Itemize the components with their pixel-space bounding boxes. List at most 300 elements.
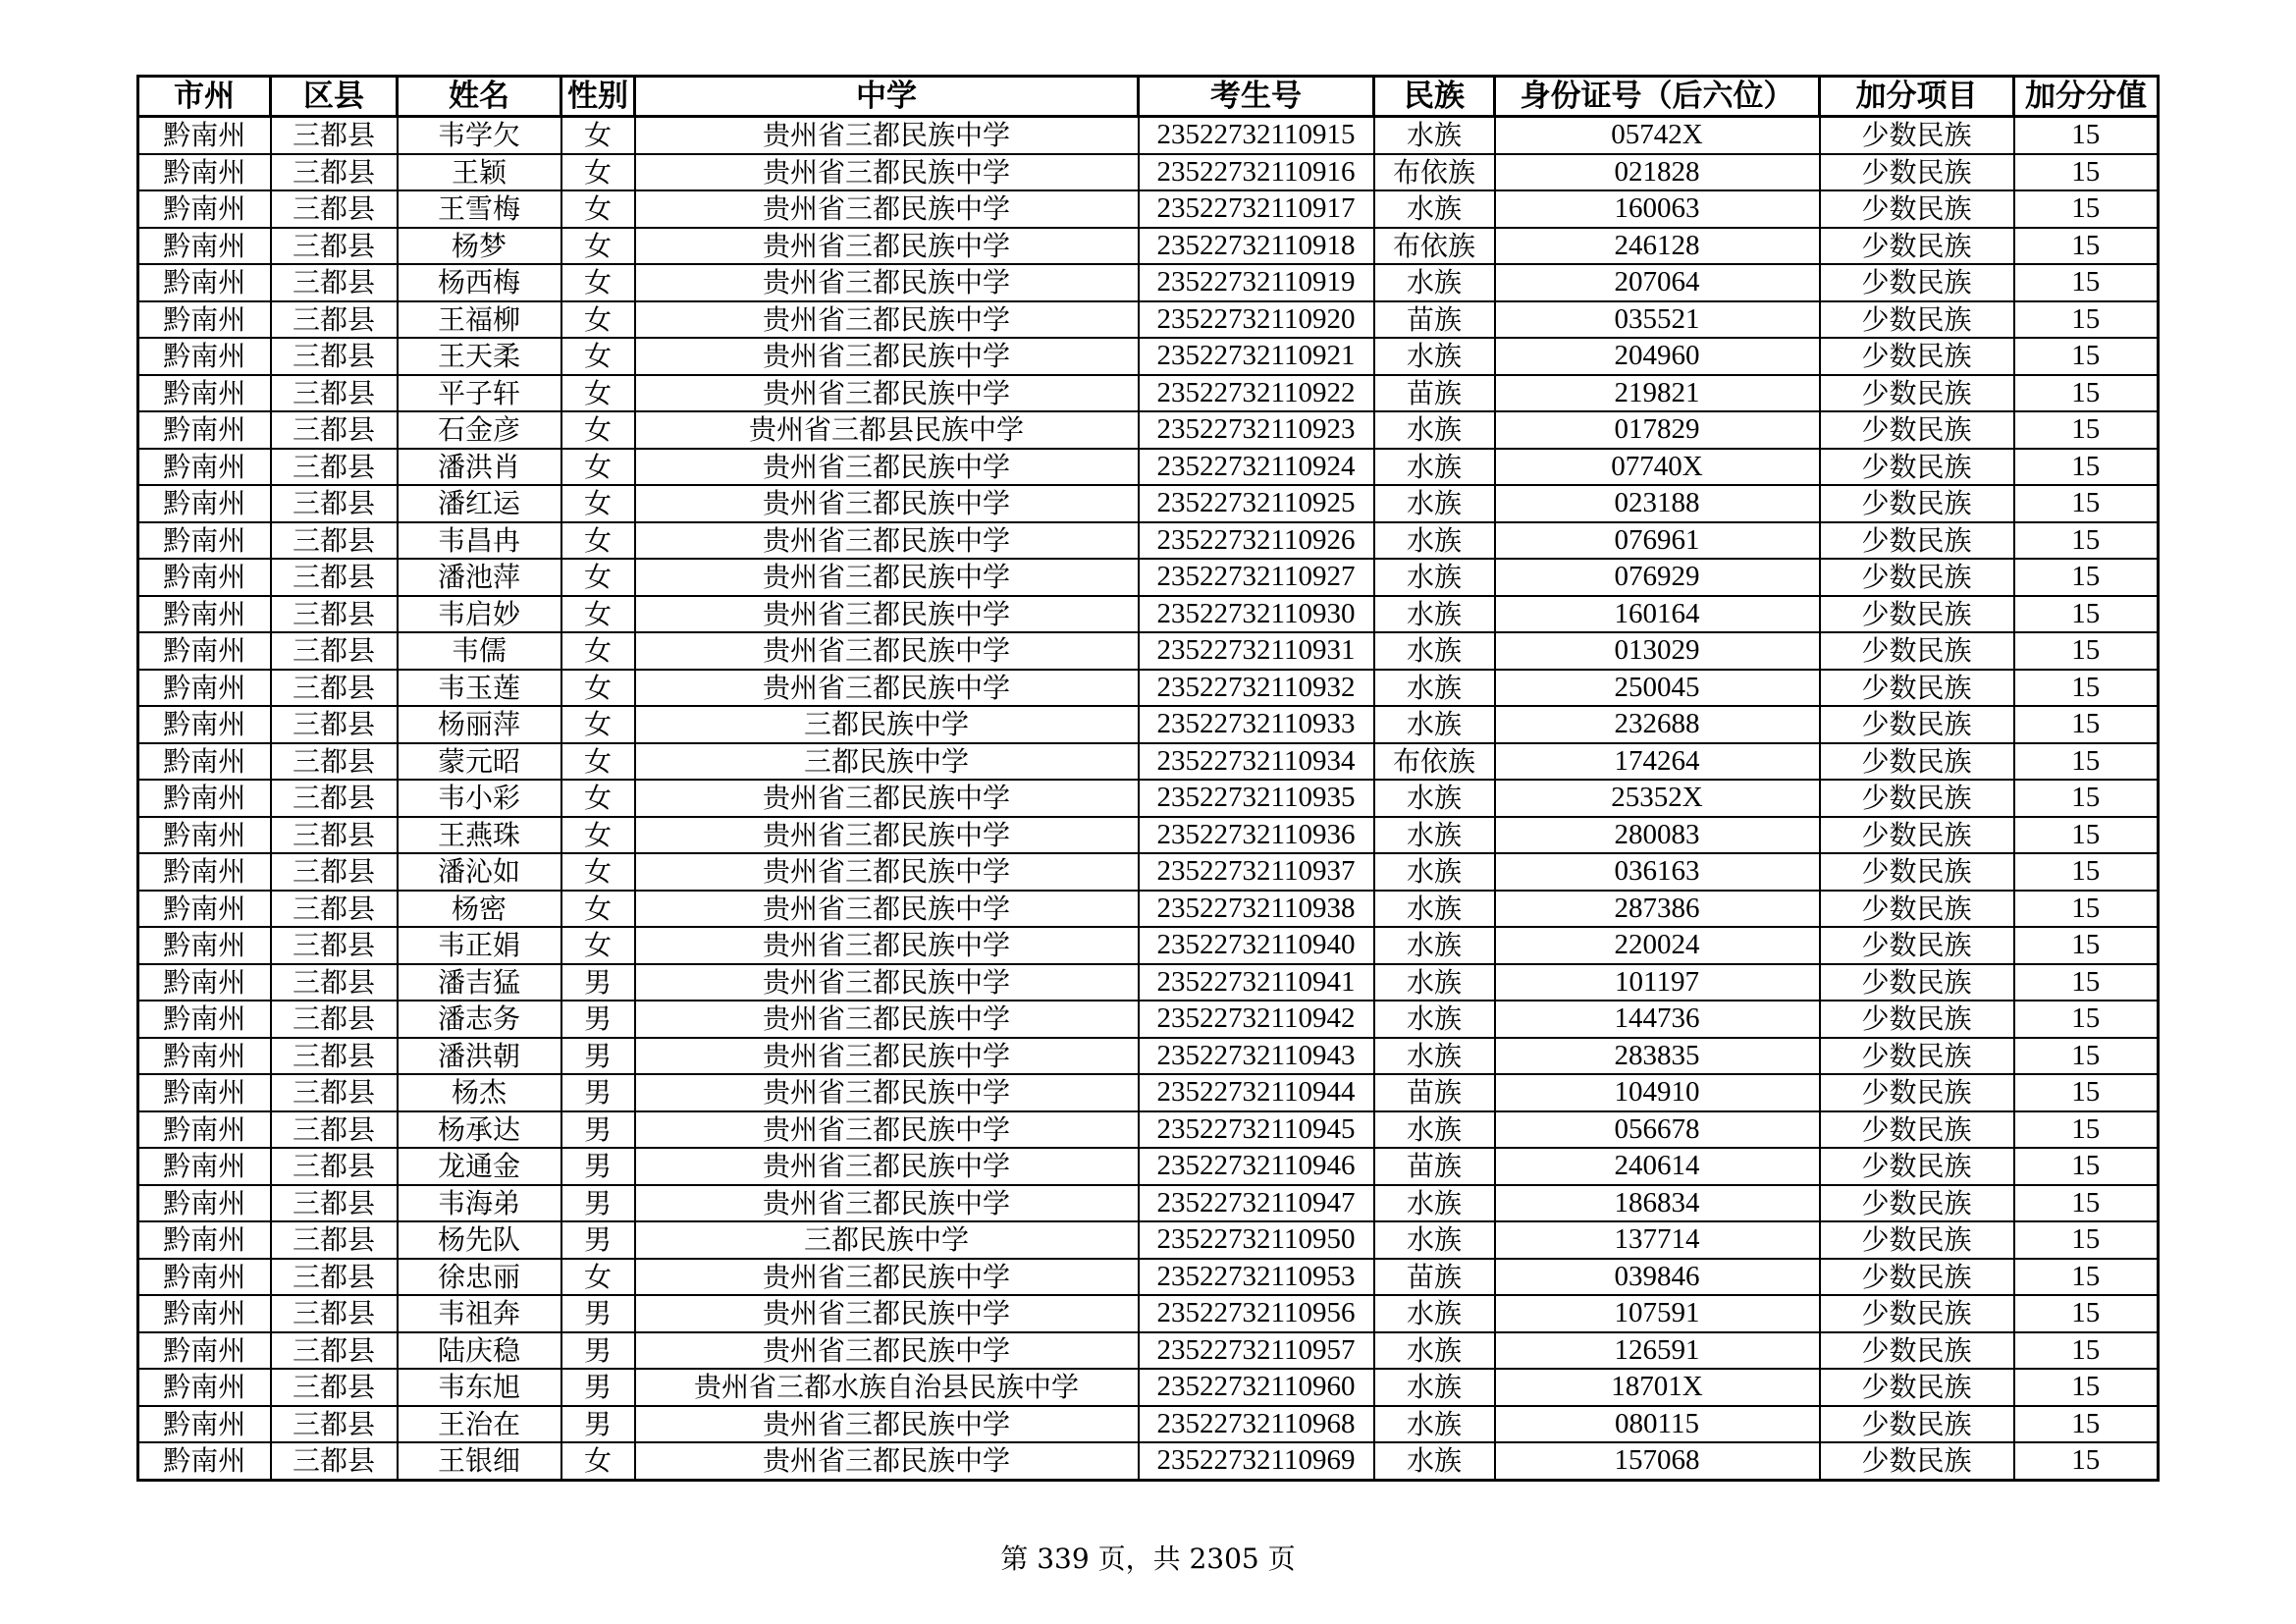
cell-exam-number: 23522732110969 <box>1139 1442 1374 1480</box>
table-row <box>138 1038 2159 1075</box>
cell-name: 潘沁如 <box>398 853 561 891</box>
header-name: 姓名 <box>398 77 561 117</box>
cell-name: 平子轩 <box>398 375 561 412</box>
table-row <box>138 1295 2159 1332</box>
cell-school: 贵州省三都民族中学 <box>635 1074 1139 1111</box>
cell-county: 三都县 <box>271 743 398 781</box>
cell-name: 王福柳 <box>398 301 561 339</box>
cell-school: 三都民族中学 <box>635 1221 1139 1259</box>
cell-name: 韦学欠 <box>398 117 561 154</box>
cell-school: 贵州省三都民族中学 <box>635 1295 1139 1332</box>
page-number-footer: 第 339 页，共 2305 页 <box>1000 1543 1296 1575</box>
cell-school: 贵州省三都水族自治县民族中学 <box>635 1369 1139 1406</box>
cell-ethnicity: 水族 <box>1374 559 1495 596</box>
cell-bonus-points: 15 <box>2014 338 2159 375</box>
cell-county: 三都县 <box>271 154 398 191</box>
cell-city: 黔南州 <box>138 117 271 154</box>
table-row <box>138 1406 2159 1443</box>
cell-school: 贵州省三都民族中学 <box>635 632 1139 670</box>
cell-bonus-item: 少数民族 <box>1820 817 2014 854</box>
cell-bonus-item: 少数民族 <box>1820 891 2014 928</box>
cell-id-last-six: 232688 <box>1495 706 1820 743</box>
cell-gender: 女 <box>561 485 635 522</box>
cell-county: 三都县 <box>271 706 398 743</box>
table-row <box>138 927 2159 964</box>
cell-bonus-points: 15 <box>2014 154 2159 191</box>
cell-exam-number: 23522732110927 <box>1139 559 1374 596</box>
cell-bonus-item: 少数民族 <box>1820 1442 2014 1480</box>
cell-bonus-points: 15 <box>2014 485 2159 522</box>
cell-school: 贵州省三都民族中学 <box>635 375 1139 412</box>
cell-name: 王颖 <box>398 154 561 191</box>
table-row <box>138 1074 2159 1111</box>
cell-city: 黔南州 <box>138 449 271 486</box>
cell-city: 黔南州 <box>138 853 271 891</box>
cell-gender: 男 <box>561 1332 635 1370</box>
cell-exam-number: 23522732110925 <box>1139 485 1374 522</box>
cell-school: 贵州省三都民族中学 <box>635 338 1139 375</box>
cell-city: 黔南州 <box>138 1185 271 1222</box>
cell-exam-number: 23522732110942 <box>1139 1001 1374 1038</box>
table-row <box>138 1332 2159 1370</box>
cell-exam-number: 23522732110917 <box>1139 190 1374 228</box>
cell-ethnicity: 水族 <box>1374 1221 1495 1259</box>
cell-bonus-item: 少数民族 <box>1820 1295 2014 1332</box>
cell-school: 贵州省三都民族中学 <box>635 485 1139 522</box>
cell-exam-number: 23522732110932 <box>1139 670 1374 707</box>
cell-bonus-item: 少数民族 <box>1820 1332 2014 1370</box>
header-bonus-points: 加分分值 <box>2014 77 2159 117</box>
cell-city: 黔南州 <box>138 1442 271 1480</box>
cell-gender: 女 <box>561 891 635 928</box>
table-row <box>138 596 2159 633</box>
cell-exam-number: 23522732110945 <box>1139 1111 1374 1149</box>
cell-city: 黔南州 <box>138 485 271 522</box>
cell-gender: 男 <box>561 964 635 1001</box>
table-row <box>138 743 2159 781</box>
cell-bonus-item: 少数民族 <box>1820 743 2014 781</box>
cell-bonus-item: 少数民族 <box>1820 670 2014 707</box>
cell-bonus-points: 15 <box>2014 301 2159 339</box>
cell-school: 贵州省三都民族中学 <box>635 927 1139 964</box>
table-row <box>138 301 2159 339</box>
cell-name: 龙通金 <box>398 1148 561 1185</box>
cell-ethnicity: 水族 <box>1374 411 1495 449</box>
cell-bonus-item: 少数民族 <box>1820 228 2014 265</box>
cell-bonus-points: 15 <box>2014 596 2159 633</box>
cell-county: 三都县 <box>271 375 398 412</box>
cell-county: 三都县 <box>271 853 398 891</box>
document-sheet <box>136 75 2157 1489</box>
cell-exam-number: 23522732110946 <box>1139 1148 1374 1185</box>
cell-gender: 女 <box>561 743 635 781</box>
cell-name: 韦东旭 <box>398 1369 561 1406</box>
cell-gender: 男 <box>561 1001 635 1038</box>
cell-city: 黔南州 <box>138 927 271 964</box>
header-county: 区县 <box>271 77 398 117</box>
cell-gender: 男 <box>561 1148 635 1185</box>
cell-bonus-points: 15 <box>2014 817 2159 854</box>
cell-bonus-item: 少数民族 <box>1820 1111 2014 1149</box>
cell-county: 三都县 <box>271 1406 398 1443</box>
cell-city: 黔南州 <box>138 1295 271 1332</box>
cell-id-last-six: 220024 <box>1495 927 1820 964</box>
cell-exam-number: 23522732110957 <box>1139 1332 1374 1370</box>
cell-name: 王雪梅 <box>398 190 561 228</box>
cell-exam-number: 23522732110938 <box>1139 891 1374 928</box>
cell-gender: 男 <box>561 1369 635 1406</box>
cell-name: 韦小彩 <box>398 780 561 817</box>
table-row <box>138 1185 2159 1222</box>
cell-school: 贵州省三都民族中学 <box>635 1148 1139 1185</box>
cell-school: 贵州省三都民族中学 <box>635 228 1139 265</box>
cell-bonus-points: 15 <box>2014 522 2159 560</box>
cell-ethnicity: 水族 <box>1374 853 1495 891</box>
cell-city: 黔南州 <box>138 1111 271 1149</box>
cell-county: 三都县 <box>271 338 398 375</box>
cell-school: 贵州省三都民族中学 <box>635 1111 1139 1149</box>
cell-city: 黔南州 <box>138 1001 271 1038</box>
header-ethnicity: 民族 <box>1374 77 1495 117</box>
cell-bonus-item: 少数民族 <box>1820 1221 2014 1259</box>
cell-gender: 女 <box>561 411 635 449</box>
cell-id-last-six: 013029 <box>1495 632 1820 670</box>
table-row <box>138 1148 2159 1185</box>
cell-city: 黔南州 <box>138 411 271 449</box>
cell-school: 贵州省三都民族中学 <box>635 449 1139 486</box>
cell-school: 贵州省三都民族中学 <box>635 117 1139 154</box>
cell-bonus-points: 15 <box>2014 706 2159 743</box>
cell-bonus-points: 15 <box>2014 1442 2159 1480</box>
cell-id-last-six: 080115 <box>1495 1406 1820 1443</box>
cell-bonus-item: 少数民族 <box>1820 1259 2014 1296</box>
cell-ethnicity: 水族 <box>1374 632 1495 670</box>
cell-id-last-six: 250045 <box>1495 670 1820 707</box>
cell-id-last-six: 076929 <box>1495 559 1820 596</box>
cell-ethnicity: 水族 <box>1374 1111 1495 1149</box>
table-row <box>138 632 2159 670</box>
cell-exam-number: 23522732110944 <box>1139 1074 1374 1111</box>
cell-ethnicity: 布依族 <box>1374 743 1495 781</box>
cell-exam-number: 23522732110921 <box>1139 338 1374 375</box>
cell-county: 三都县 <box>271 1074 398 1111</box>
cell-city: 黔南州 <box>138 780 271 817</box>
cell-exam-number: 23522732110940 <box>1139 927 1374 964</box>
cell-county: 三都县 <box>271 1295 398 1332</box>
cell-bonus-item: 少数民族 <box>1820 264 2014 301</box>
cell-name: 韦正娟 <box>398 927 561 964</box>
cell-gender: 男 <box>561 1185 635 1222</box>
cell-school: 贵州省三都民族中学 <box>635 817 1139 854</box>
cell-id-last-six: 126591 <box>1495 1332 1820 1370</box>
cell-name: 韦儒 <box>398 632 561 670</box>
cell-bonus-points: 15 <box>2014 1259 2159 1296</box>
cell-id-last-six: 283835 <box>1495 1038 1820 1075</box>
cell-exam-number: 23522732110918 <box>1139 228 1374 265</box>
cell-bonus-points: 15 <box>2014 559 2159 596</box>
cell-ethnicity: 水族 <box>1374 891 1495 928</box>
cell-bonus-points: 15 <box>2014 743 2159 781</box>
cell-school: 贵州省三都民族中学 <box>635 670 1139 707</box>
cell-bonus-item: 少数民族 <box>1820 1038 2014 1075</box>
cell-gender: 女 <box>561 670 635 707</box>
cell-id-last-six: 021828 <box>1495 154 1820 191</box>
cell-bonus-item: 少数民族 <box>1820 411 2014 449</box>
table-row <box>138 228 2159 265</box>
cell-city: 黔南州 <box>138 1074 271 1111</box>
cell-bonus-points: 15 <box>2014 411 2159 449</box>
cell-bonus-item: 少数民族 <box>1820 1074 2014 1111</box>
cell-gender: 男 <box>561 1295 635 1332</box>
cell-school: 贵州省三都民族中学 <box>635 1185 1139 1222</box>
cell-bonus-points: 15 <box>2014 117 2159 154</box>
cell-gender: 男 <box>561 1038 635 1075</box>
cell-id-last-six: 05742X <box>1495 117 1820 154</box>
cell-city: 黔南州 <box>138 228 271 265</box>
table-row <box>138 264 2159 301</box>
cell-ethnicity: 水族 <box>1374 1038 1495 1075</box>
cell-ethnicity: 水族 <box>1374 817 1495 854</box>
cell-gender: 女 <box>561 1442 635 1480</box>
cell-id-last-six: 144736 <box>1495 1001 1820 1038</box>
cell-gender: 女 <box>561 1259 635 1296</box>
cell-ethnicity: 苗族 <box>1374 1074 1495 1111</box>
cell-gender: 女 <box>561 154 635 191</box>
table-row <box>138 375 2159 412</box>
cell-name: 王银细 <box>398 1442 561 1480</box>
cell-school: 贵州省三都民族中学 <box>635 1001 1139 1038</box>
cell-school: 贵州省三都民族中学 <box>635 596 1139 633</box>
cell-id-last-six: 287386 <box>1495 891 1820 928</box>
cell-ethnicity: 水族 <box>1374 1001 1495 1038</box>
cell-county: 三都县 <box>271 1332 398 1370</box>
cell-name: 陆庆稳 <box>398 1332 561 1370</box>
cell-city: 黔南州 <box>138 743 271 781</box>
cell-ethnicity: 水族 <box>1374 1442 1495 1480</box>
cell-bonus-item: 少数民族 <box>1820 927 2014 964</box>
table-row <box>138 1442 2159 1480</box>
cell-gender: 女 <box>561 706 635 743</box>
cell-city: 黔南州 <box>138 632 271 670</box>
cell-bonus-item: 少数民族 <box>1820 117 2014 154</box>
cell-bonus-item: 少数民族 <box>1820 596 2014 633</box>
cell-name: 杨先队 <box>398 1221 561 1259</box>
cell-county: 三都县 <box>271 485 398 522</box>
cell-bonus-points: 15 <box>2014 1369 2159 1406</box>
cell-id-last-six: 023188 <box>1495 485 1820 522</box>
cell-bonus-points: 15 <box>2014 891 2159 928</box>
cell-exam-number: 23522732110933 <box>1139 706 1374 743</box>
cell-bonus-item: 少数民族 <box>1820 190 2014 228</box>
cell-gender: 女 <box>561 301 635 339</box>
cell-exam-number: 23522732110934 <box>1139 743 1374 781</box>
cell-county: 三都县 <box>271 891 398 928</box>
table-body <box>138 117 2159 1481</box>
cell-bonus-item: 少数民族 <box>1820 154 2014 191</box>
cell-city: 黔南州 <box>138 375 271 412</box>
cell-bonus-item: 少数民族 <box>1820 485 2014 522</box>
cell-id-last-six: 039846 <box>1495 1259 1820 1296</box>
cell-ethnicity: 苗族 <box>1374 301 1495 339</box>
cell-name: 王治在 <box>398 1406 561 1443</box>
cell-bonus-item: 少数民族 <box>1820 449 2014 486</box>
cell-county: 三都县 <box>271 1111 398 1149</box>
cell-city: 黔南州 <box>138 559 271 596</box>
cell-school: 贵州省三都民族中学 <box>635 522 1139 560</box>
cell-exam-number: 23522732110923 <box>1139 411 1374 449</box>
cell-gender: 女 <box>561 449 635 486</box>
table-row <box>138 853 2159 891</box>
cell-id-last-six: 157068 <box>1495 1442 1820 1480</box>
cell-name: 杨梦 <box>398 228 561 265</box>
cell-school: 贵州省三都民族中学 <box>635 891 1139 928</box>
cell-county: 三都县 <box>271 596 398 633</box>
cell-bonus-points: 15 <box>2014 853 2159 891</box>
cell-id-last-six: 160164 <box>1495 596 1820 633</box>
table-row <box>138 411 2159 449</box>
cell-bonus-points: 15 <box>2014 1406 2159 1443</box>
cell-county: 三都县 <box>271 559 398 596</box>
cell-exam-number: 23522732110950 <box>1139 1221 1374 1259</box>
cell-bonus-item: 少数民族 <box>1820 1369 2014 1406</box>
cell-county: 三都县 <box>271 1148 398 1185</box>
cell-city: 黔南州 <box>138 1369 271 1406</box>
cell-county: 三都县 <box>271 670 398 707</box>
table-row <box>138 1221 2159 1259</box>
cell-name: 潘池萍 <box>398 559 561 596</box>
cell-county: 三都县 <box>271 780 398 817</box>
table-row <box>138 706 2159 743</box>
cell-name: 杨杰 <box>398 1074 561 1111</box>
cell-city: 黔南州 <box>138 1221 271 1259</box>
cell-school: 贵州省三都县民族中学 <box>635 411 1139 449</box>
cell-county: 三都县 <box>271 411 398 449</box>
cell-county: 三都县 <box>271 522 398 560</box>
cell-ethnicity: 布依族 <box>1374 154 1495 191</box>
cell-exam-number: 23522732110943 <box>1139 1038 1374 1075</box>
table-row <box>138 559 2159 596</box>
cell-ethnicity: 水族 <box>1374 190 1495 228</box>
cell-name: 韦祖奔 <box>398 1295 561 1332</box>
cell-county: 三都县 <box>271 228 398 265</box>
cell-exam-number: 23522732110956 <box>1139 1295 1374 1332</box>
cell-name: 潘洪朝 <box>398 1038 561 1075</box>
cell-city: 黔南州 <box>138 1148 271 1185</box>
cell-id-last-six: 137714 <box>1495 1221 1820 1259</box>
cell-bonus-item: 少数民族 <box>1820 1001 2014 1038</box>
cell-exam-number: 23522732110941 <box>1139 964 1374 1001</box>
cell-city: 黔南州 <box>138 596 271 633</box>
cell-exam-number: 23522732110930 <box>1139 596 1374 633</box>
cell-ethnicity: 苗族 <box>1374 375 1495 412</box>
cell-school: 贵州省三都民族中学 <box>635 964 1139 1001</box>
cell-exam-number: 23522732110916 <box>1139 154 1374 191</box>
cell-ethnicity: 水族 <box>1374 449 1495 486</box>
cell-exam-number: 23522732110915 <box>1139 117 1374 154</box>
cell-ethnicity: 水族 <box>1374 1332 1495 1370</box>
cell-exam-number: 23522732110960 <box>1139 1369 1374 1406</box>
cell-bonus-item: 少数民族 <box>1820 375 2014 412</box>
cell-city: 黔南州 <box>138 264 271 301</box>
header-school: 中学 <box>635 77 1139 117</box>
cell-name: 杨丽萍 <box>398 706 561 743</box>
cell-name: 蒙元昭 <box>398 743 561 781</box>
cell-ethnicity: 水族 <box>1374 1406 1495 1443</box>
cell-id-last-six: 186834 <box>1495 1185 1820 1222</box>
cell-name: 韦昌冉 <box>398 522 561 560</box>
cell-county: 三都县 <box>271 117 398 154</box>
cell-bonus-item: 少数民族 <box>1820 632 2014 670</box>
cell-city: 黔南州 <box>138 338 271 375</box>
header-exam-number: 考生号 <box>1139 77 1374 117</box>
cell-gender: 男 <box>561 1074 635 1111</box>
cell-bonus-item: 少数民族 <box>1820 1148 2014 1185</box>
cell-id-last-six: 174264 <box>1495 743 1820 781</box>
cell-gender: 女 <box>561 817 635 854</box>
cell-id-last-six: 104910 <box>1495 1074 1820 1111</box>
cell-name: 潘志务 <box>398 1001 561 1038</box>
cell-name: 韦玉莲 <box>398 670 561 707</box>
cell-school: 贵州省三都民族中学 <box>635 190 1139 228</box>
table-row <box>138 1001 2159 1038</box>
cell-ethnicity: 水族 <box>1374 1295 1495 1332</box>
cell-name: 潘红运 <box>398 485 561 522</box>
cell-county: 三都县 <box>271 927 398 964</box>
table-header-row <box>138 77 2159 117</box>
cell-bonus-item: 少数民族 <box>1820 1406 2014 1443</box>
cell-ethnicity: 水族 <box>1374 1185 1495 1222</box>
table-row <box>138 1259 2159 1296</box>
cell-gender: 女 <box>561 338 635 375</box>
cell-school: 贵州省三都民族中学 <box>635 301 1139 339</box>
cell-exam-number: 23522732110968 <box>1139 1406 1374 1443</box>
cell-id-last-six: 18701X <box>1495 1369 1820 1406</box>
cell-exam-number: 23522732110919 <box>1139 264 1374 301</box>
cell-id-last-six: 219821 <box>1495 375 1820 412</box>
cell-name: 杨密 <box>398 891 561 928</box>
header-city: 市州 <box>138 77 271 117</box>
cell-city: 黔南州 <box>138 670 271 707</box>
cell-bonus-item: 少数民族 <box>1820 301 2014 339</box>
cell-exam-number: 23522732110936 <box>1139 817 1374 854</box>
cell-name: 石金彦 <box>398 411 561 449</box>
cell-city: 黔南州 <box>138 154 271 191</box>
cell-school: 三都民族中学 <box>635 706 1139 743</box>
cell-gender: 女 <box>561 780 635 817</box>
cell-school: 贵州省三都民族中学 <box>635 1038 1139 1075</box>
cell-city: 黔南州 <box>138 190 271 228</box>
cell-city: 黔南州 <box>138 522 271 560</box>
cell-county: 三都县 <box>271 1038 398 1075</box>
cell-school: 贵州省三都民族中学 <box>635 1259 1139 1296</box>
cell-bonus-item: 少数民族 <box>1820 1185 2014 1222</box>
cell-county: 三都县 <box>271 1442 398 1480</box>
cell-gender: 男 <box>561 1111 635 1149</box>
cell-county: 三都县 <box>271 964 398 1001</box>
cell-id-last-six: 280083 <box>1495 817 1820 854</box>
table-row <box>138 964 2159 1001</box>
table-row <box>138 817 2159 854</box>
cell-exam-number: 23522732110922 <box>1139 375 1374 412</box>
cell-city: 黔南州 <box>138 817 271 854</box>
cell-county: 三都县 <box>271 1369 398 1406</box>
cell-ethnicity: 水族 <box>1374 596 1495 633</box>
table-row <box>138 522 2159 560</box>
cell-exam-number: 23522732110920 <box>1139 301 1374 339</box>
table-row <box>138 485 2159 522</box>
cell-school: 贵州省三都民族中学 <box>635 1406 1139 1443</box>
cell-gender: 女 <box>561 927 635 964</box>
